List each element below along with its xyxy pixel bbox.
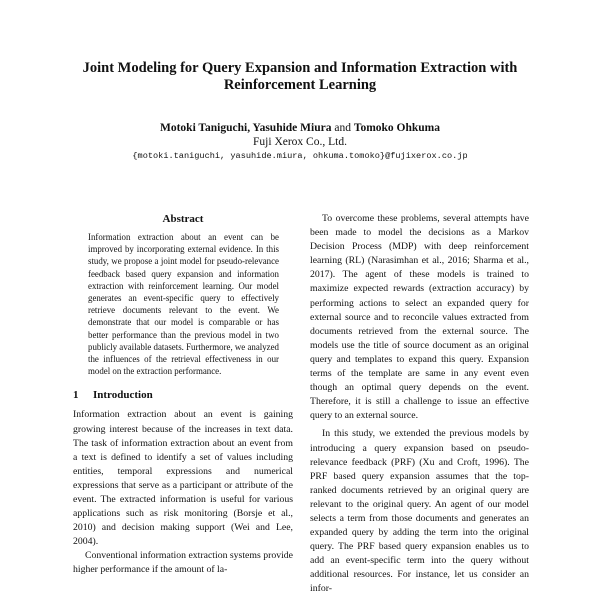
author-emails: {motoki.taniguchi, yasuhide.miura, ohkuma.tomoko}@fujixerox.co.jp	[132, 151, 468, 161]
intro-paragraph-2: Conventional information extraction systems provide higher performance if the amount of la-	[73, 550, 293, 576]
intro-paragraph-1: Information extraction about an event is gaining growing interest because of the increases in text data. The task of information extraction about an event from a text is defined to identify a set of values including entities, temporal expressions and numerical expressions that serve as a participant or attribute of the event. The extracted information is useful for various applications such as risk monitoring (Borsje et al., 2010) and decision making support (Wei and Lee, 2004).	[73, 409, 293, 548]
paper-title: Joint Modeling for Query Expansion and Information Extraction with Reinforcement Learning	[82, 60, 518, 93]
right-paragraph-1: To overcome these problems, several attempts have been made to model the decisions as a Markov Decision Process (MDP) with deep reinforcement learning (RL) (Narasimhan et al., 2016; Sharma et al., 2017). The agent of these models is trained to maximize expected rewards (extraction accuracy) by performing actions to select an expanded query for external source and to reconcile values extracted from documents retrieved from the external source. The models use the title of source document as an original query and templates to expand this query. Expansion terms of the template are same in any event even though an optimal query depends on the event. Therefore, it is still a challenge to issue an effective query to an external source.	[310, 213, 529, 422]
left-column	[73, 212, 293, 578]
author-names-2: Tomoko Ohkuma	[353, 122, 441, 134]
author-names	[60, 121, 540, 135]
section-title: Introduction	[93, 389, 153, 402]
author-block	[60, 121, 540, 163]
right-paragraph-2: In this study, we extended the previous models by introducing a query expansion based on pseudo-relevance feedback (PRF) (Xu and Croft, 1996). The PRF based query expansion assumes that the top-ranked documents retrieved by an original query are relevant to the original query. An agent of our model selects a term from those documents and generates an expanded query by adding the term into the original query. The PRF based query expansion enables us to add an event-specific term into the query without additional resources. For instance, let us consider an infor-	[310, 428, 529, 595]
affiliation: Fuji Xerox Co., Ltd.	[253, 136, 347, 148]
section-number: 1	[73, 389, 79, 402]
abstract-heading: Abstract	[162, 213, 204, 225]
section-heading-introduction	[73, 388, 293, 402]
author-names-1: Motoki Taniguchi, Yasuhide Miura	[159, 122, 332, 134]
author-conjunction: and	[334, 122, 351, 134]
abstract-text: Information extraction about an event can be improved by incorporating external evidence. In this study, we propose a joint model for pseudo-relevance feedback based query expansion and information extraction with reinforcement learning. Our model generates an event-specific query to effectively retrieve documents relevant to the event. We demonstrate that our model is comparable or has better performance than the previous model in two publicly available datasets. Furthermore, we analyzed the influences of the retrieval effectiveness in our model on the extraction performance.	[88, 232, 279, 377]
right-column	[310, 212, 529, 597]
